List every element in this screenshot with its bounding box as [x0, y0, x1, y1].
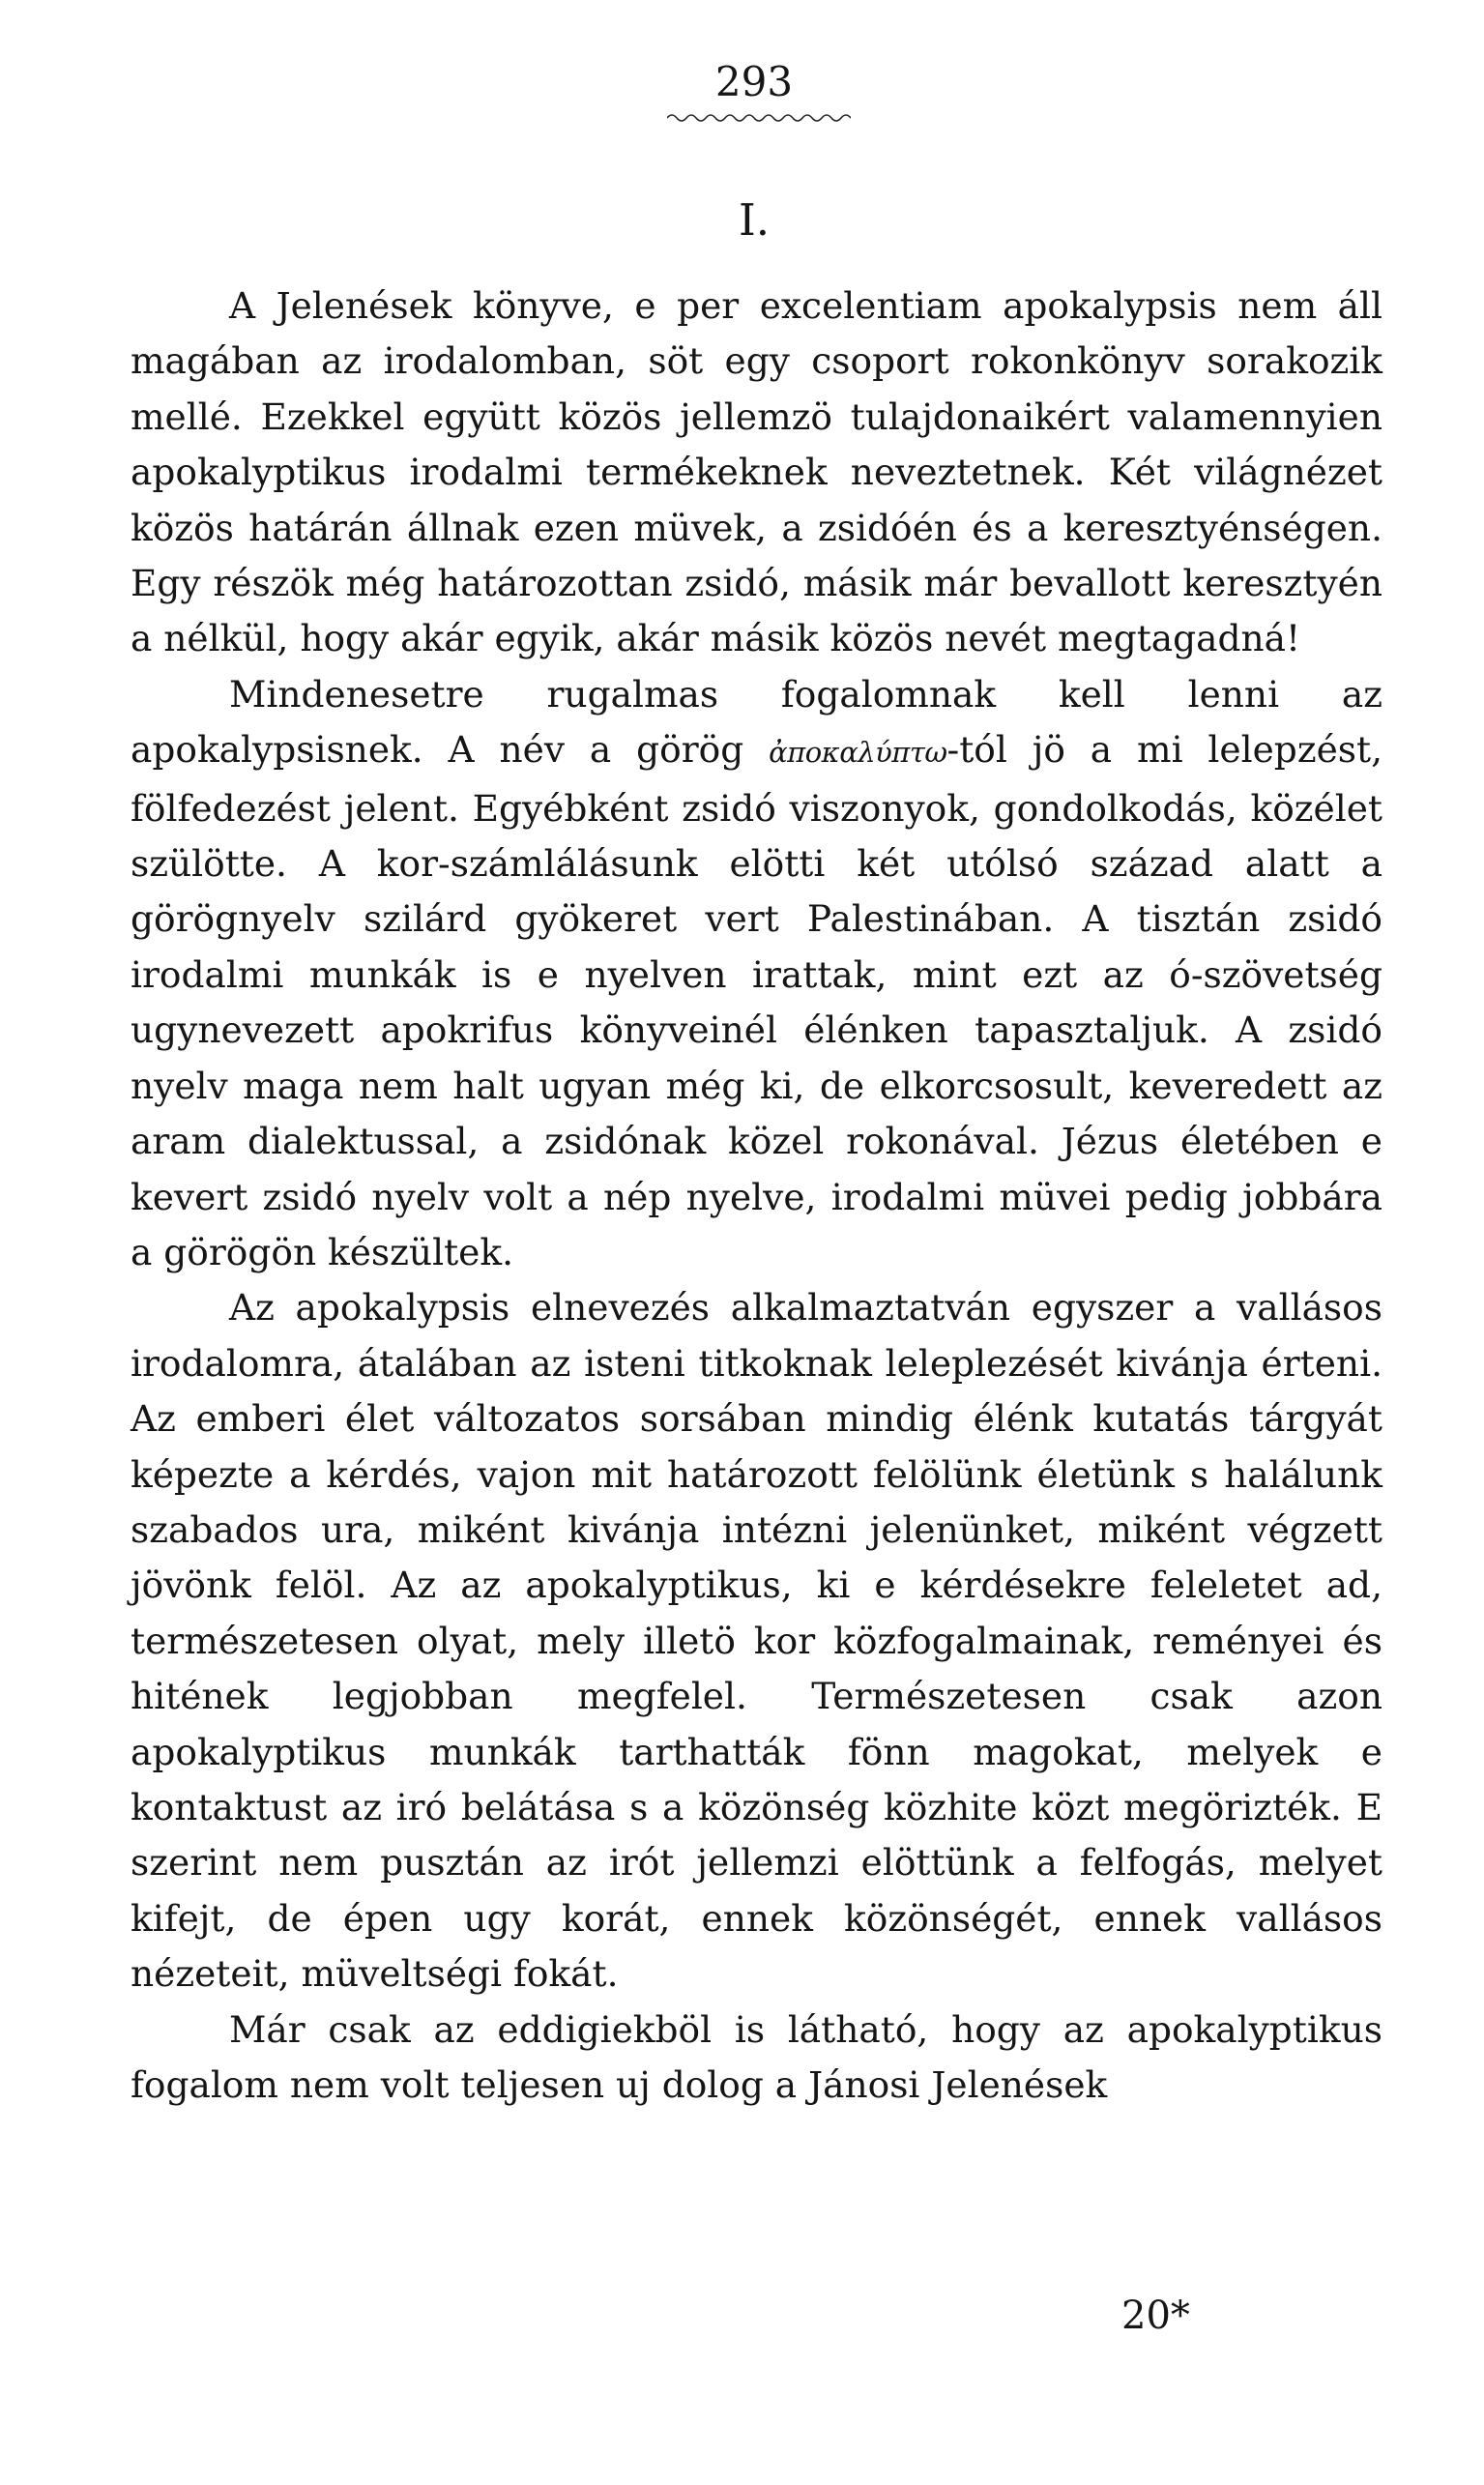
paragraph-1-text: A Jelenések könyve, e per excelentiam apokalypsis nem áll magában az irodalomban, söt egy csoport rokonkönyv sorakozik mellé. Ezekkel együtt közös jellemzö tulajdonaikért valamennyien apokalyptikus irodalmi termékeknek neveztetnek. Két világnézet közös határán állnak ezen müvek, a zsidóén és a keresztyénségen. Egy részök még határozottan zsidó, másik már bevallott keresztyén a nélkül, hogy akár egyik, akár másik közös nevét megtagadná!	[131, 284, 1382, 660]
wavy-underline-ornament	[667, 112, 851, 124]
body-text	[131, 278, 1382, 2113]
printer-signature-mark: 20*	[1121, 2294, 1190, 2338]
paragraph-2-text-end: -tól jö a mi lelepzést, fölfedezést jelent. Egyébként zsidó viszonyok, gondolkodás, közélet szülötte. A kor-számlálásunk elötti két utólsó század alatt a görögnyelv szilárd gyökeret vert Palestinában. A tisztán zsidó irodalmi munkák is e nyelven irattak, mint ezt az ó-szövetség ugynevezett apokrifus könyveinél élénken tapasztaljuk. A zsidó nyelv maga nem halt ugyan még ki, de elkorcsosult, keveredett az aram dialektussal, a zsidónak közel rokonával. Jézus életében e kevert zsidó nyelv volt a nép nyelve, irodalmi müvei pedig jobbára a görögön készültek.	[131, 728, 1382, 1273]
paragraph-3-text: Az apokalypsis elnevezés alkalmaztatván egyszer a vallásos irodalomra, átalában az isteni titkoknak leleplezését kivánja érteni. Az emberi élet változatos sorsában mindig élénk kutatás tárgyát képezte a kérdés, vajon mit határozott felölünk életünk s halálunk szabados ura, miként kivánja intézni jelenünket, miként végzett jövönk felöl. Az az apokalyptikus, ki e kérdésekre feleletet ad, természetesen olyat, mely illetö kor közfogalmainak, reményei és hitének legjobban megfelel. Természetesen csak azon apokalyptikus munkák tarthatták fönn magokat, melyek e kontaktust az iró belátása s a közönség közhite közt megörizték. E szerint nem pusztán az irót jellemzi elöttünk a felfogás, melyet kifejt, de épen ugy korát, ennek közönségét, ennek vallásos nézeteit, müveltségi fokát.	[131, 1286, 1382, 1996]
paragraph-2	[131, 667, 1382, 1280]
paragraph-1	[131, 278, 1382, 667]
page-number: 293	[714, 58, 794, 105]
paragraph-2-text-start: Mindenesetre rugalmas fogalomnak kell lenni az apokalypsisnek. A név a görög	[131, 672, 1382, 772]
paragraph-4-text: Már csak az eddigiekböl is látható, hogy az apokalyptikus fogalom nem volt teljesen uj dolog a Jánosi Jelenések	[131, 2007, 1382, 2106]
section-heading: I.	[738, 194, 771, 246]
paragraph-4	[131, 2003, 1382, 2114]
paragraph-3	[131, 1280, 1382, 2002]
greek-word: ἀποκαλύπτω	[769, 736, 947, 770]
